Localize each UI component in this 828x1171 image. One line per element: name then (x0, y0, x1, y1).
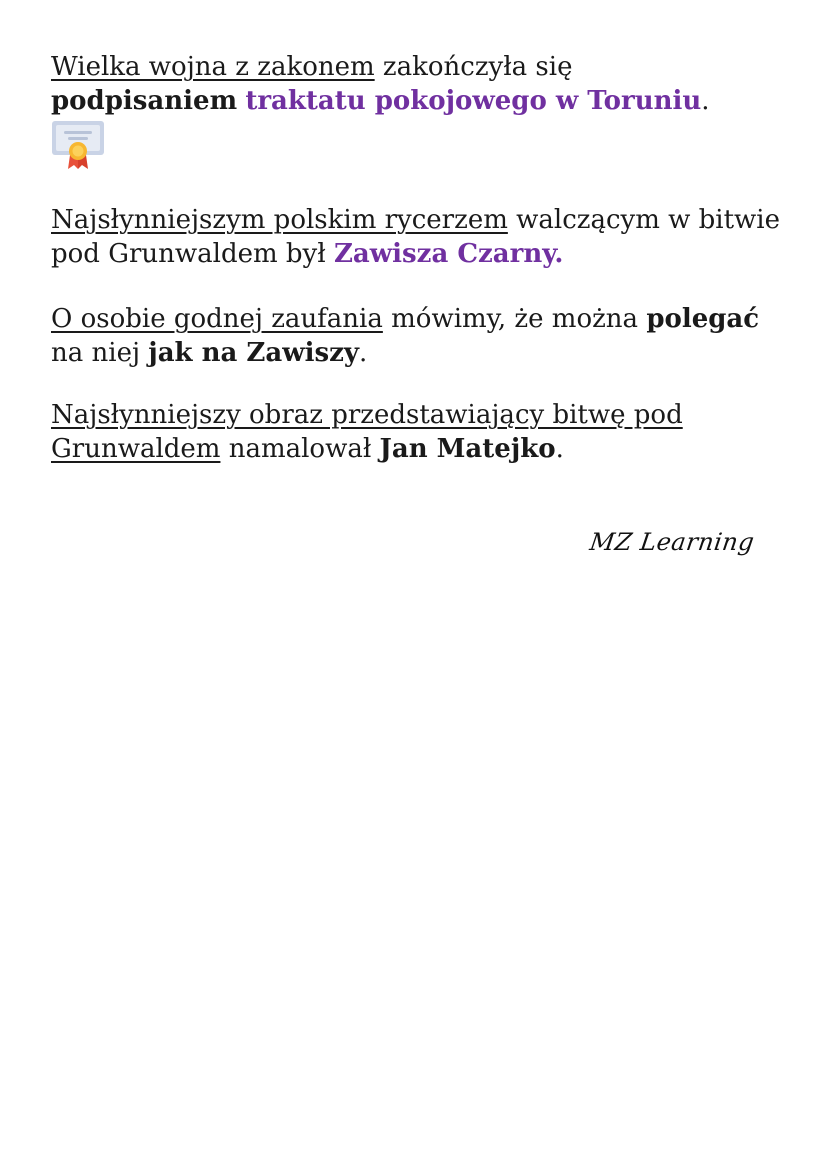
period: . (359, 338, 368, 368)
period: . (701, 86, 710, 116)
underlined-phrase: Najsłynniejszym polskim rycerzem (51, 205, 508, 235)
paragraph-painting (51, 398, 791, 466)
underlined-phrase: O osobie godnej zaufania (51, 304, 383, 334)
paragraph-trust (51, 302, 791, 370)
plain-text: na niej (51, 338, 149, 368)
plain-text: zakończyła się (374, 52, 573, 82)
period: . (555, 434, 564, 464)
paragraph-knight (51, 203, 791, 271)
plain-text: mówimy, że można (382, 304, 647, 334)
paragraph-treaty (51, 50, 791, 118)
highlight-treaty: traktatu pokojowego w Toruniu (245, 86, 702, 116)
underlined-phrase: Najsłynniejszy obraz przedstawiający bitwę pod Grunwaldem (51, 400, 683, 464)
certificate-icon (50, 115, 106, 171)
plain-text: walczącym w bitwie pod Grunwaldem był (51, 205, 781, 269)
plain-text: namalował (220, 434, 380, 464)
underlined-phrase: Wielka wojna z zakonem (51, 52, 375, 82)
bold-phrase: polegać (646, 304, 760, 334)
signature: MZ Learning (588, 528, 757, 556)
bold-phrase: Jan Matejko (379, 434, 556, 464)
highlight-zawisza: Zawisza Czarny. (333, 239, 564, 269)
bold-phrase: podpisaniem (51, 86, 238, 116)
bold-phrase: jak na Zawiszy (148, 338, 360, 368)
